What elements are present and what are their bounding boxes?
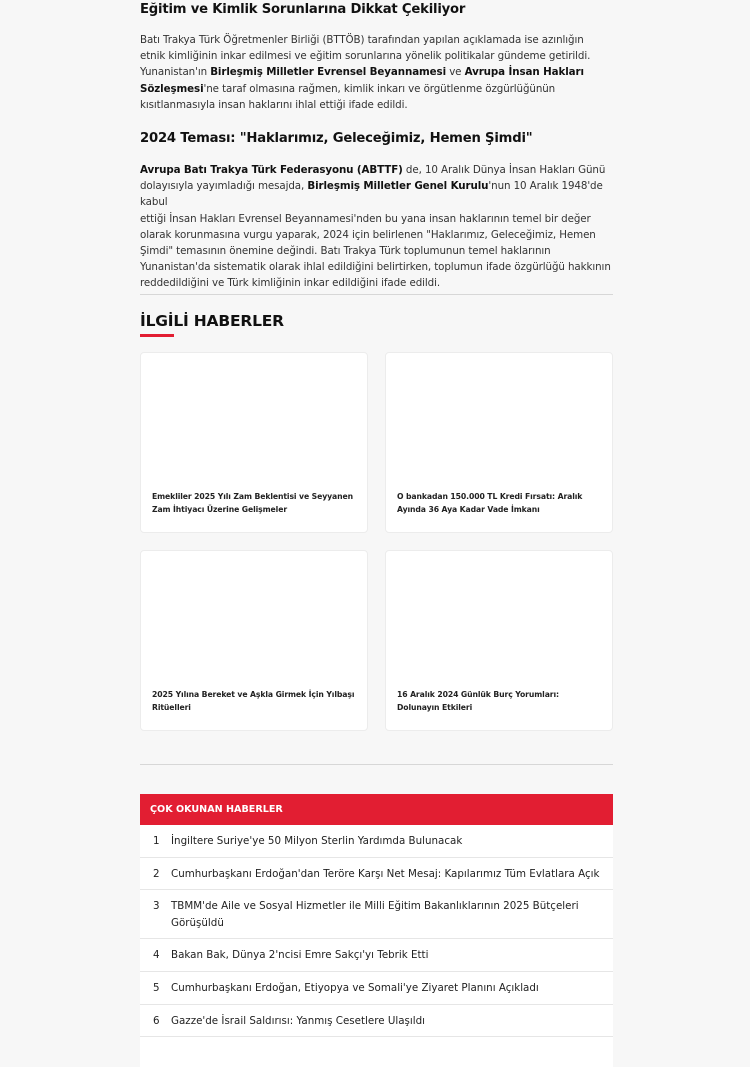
most-read-item[interactable] bbox=[140, 972, 613, 1005]
text-line bbox=[140, 64, 620, 80]
text-line: etnik kimliğinin inkar edilmesi ve eğitim sorunlarına yönelik politikalar gündeme getirildi. bbox=[140, 50, 591, 63]
card-title[interactable]: 16 Aralık 2024 Günlük Burç Yorumları: Dolunayın Etkileri bbox=[397, 690, 559, 712]
article-paragraph bbox=[140, 32, 620, 113]
divider bbox=[140, 764, 613, 765]
bold-term: Sözleşmesi bbox=[140, 82, 204, 95]
most-read-widget bbox=[140, 794, 613, 1067]
text-line: Batı Trakya Türk Öğretmenler Birliği (BTTÖB) tarafından yapılan açıklamada ise azınlığın bbox=[140, 34, 584, 46]
most-read-item[interactable] bbox=[140, 1037, 613, 1067]
card-title[interactable]: 2025 Yılına Bereket ve Aşkla Girmek İçin Yılbaşı Ritüelleri bbox=[152, 690, 355, 712]
text-line: ettiği İnsan Hakları Evrensel Beyannamesi'nden bu yana insan haklarının temel bir değer bbox=[140, 212, 591, 225]
item-number: 5 bbox=[153, 981, 160, 994]
most-read-item[interactable] bbox=[140, 825, 613, 858]
text-line: reddedildiğini ve Türk kimliğinin inkar edildiğini ifade edildi. bbox=[140, 277, 441, 290]
most-read-item[interactable] bbox=[140, 939, 613, 972]
text-line: Yunanistan'da sistematik olarak ihlal edildiğini belirtirken, toplumun ifade özgürlüğü hakkının bbox=[140, 261, 611, 274]
section-heading: 2024 Teması: "Haklarımız, Geleceğimiz, Hemen Şimdi" bbox=[140, 131, 533, 146]
text-line: olarak korunmasına vurgu yaparak, 2024 için belirlenen "Haklarımız, Geleceğimiz, Hemen bbox=[140, 228, 596, 241]
text-span: Yunanistan'ın bbox=[140, 66, 211, 79]
card-title[interactable]: O bankadan 150.000 TL Kredi Fırsatı: Aralık Ayında 36 Aya Kadar Vade İmkanı bbox=[397, 492, 583, 514]
article-paragraph bbox=[140, 162, 620, 292]
text-line: Şimdi" temasının önemine değindi. Batı Trakya Türk toplumunun temel haklarının bbox=[140, 245, 551, 258]
bold-term: Birleşmiş Milletler Genel Kurulu bbox=[307, 180, 489, 193]
related-news-title: İLGİLİ HABERLER bbox=[140, 312, 284, 330]
item-number: 4 bbox=[153, 949, 160, 962]
text-line bbox=[140, 162, 620, 178]
related-news-card[interactable] bbox=[385, 352, 613, 533]
text-span: ve bbox=[446, 66, 465, 79]
bold-term: Birleşmiş Milletler Evrensel Beyannamesi bbox=[210, 66, 447, 79]
item-number: 1 bbox=[153, 835, 160, 847]
card-title[interactable]: Emekliler 2025 Yılı Zam Beklentisi ve Seyyanen Zam İhtiyacı Üzerine Gelişmeler bbox=[152, 492, 353, 514]
related-news-card[interactable] bbox=[385, 550, 613, 731]
bold-term: Avrupa Batı Trakya Türk Federasyonu (ABTTF) bbox=[140, 164, 403, 176]
text-span: 'ne taraf olmasına rağmen, kimlik inkarı ve örgütlenme özgürlüğünün bbox=[203, 82, 556, 95]
most-read-item[interactable] bbox=[140, 1005, 613, 1038]
most-read-header: ÇOK OKUNAN HABERLER bbox=[140, 794, 613, 825]
text-span: de, 10 Aralık Dünya İnsan Hakları Günü bbox=[402, 164, 606, 176]
most-read-item[interactable] bbox=[140, 858, 613, 891]
text-line: kısıtlanmasıyla insan haklarını ihlal ettiği ifade edildi. bbox=[140, 98, 408, 111]
related-news-card[interactable] bbox=[140, 550, 368, 731]
item-number: 6 bbox=[153, 1014, 160, 1027]
item-link[interactable]: Cumhurbaşkanı Erdoğan, Etiyopya ve Somali'ye Ziyaret Planını Açıkladı bbox=[171, 981, 539, 994]
section-heading: Eğitim ve Kimlik Sorunlarına Dikkat Çekiliyor bbox=[140, 2, 466, 17]
item-link[interactable]: Cumhurbaşkanı Erdoğan'dan Teröre Karşı Net Mesaj: Kapılarımız Tüm Evlatlara Açık bbox=[171, 867, 600, 880]
bold-term: Avrupa İnsan Hakları bbox=[464, 66, 584, 79]
text-span: dolayısıyla yayımladığı mesajda, bbox=[140, 180, 308, 193]
text-line bbox=[140, 81, 620, 97]
most-read-item[interactable] bbox=[140, 890, 613, 939]
item-link[interactable]: TBMM'de Aile ve Sosyal Hizmetler ile Milli Eğitim Bakanlıklarının 2025 Bütçeleri Görüşüldü bbox=[171, 900, 579, 929]
text-line bbox=[140, 178, 620, 210]
divider bbox=[140, 294, 613, 295]
item-link[interactable]: Gazze'de İsrail Saldırısı: Yanmış Cesetlere Ulaşıldı bbox=[171, 1014, 426, 1027]
item-number: 3 bbox=[153, 900, 160, 913]
text-span: 'nun 10 Aralık 1948'de kabul bbox=[140, 180, 603, 209]
title-underline bbox=[140, 334, 174, 337]
item-link[interactable]: Bakan Bak, Dünya 2'ncisi Emre Sakçı'yı Tebrik Etti bbox=[171, 949, 429, 962]
related-news-card[interactable] bbox=[140, 352, 368, 533]
item-link[interactable]: İngiltere Suriye'ye 50 Milyon Sterlin Yardımda Bulunacak bbox=[171, 835, 463, 847]
most-read-list bbox=[140, 825, 613, 1067]
item-number: 2 bbox=[153, 867, 160, 880]
